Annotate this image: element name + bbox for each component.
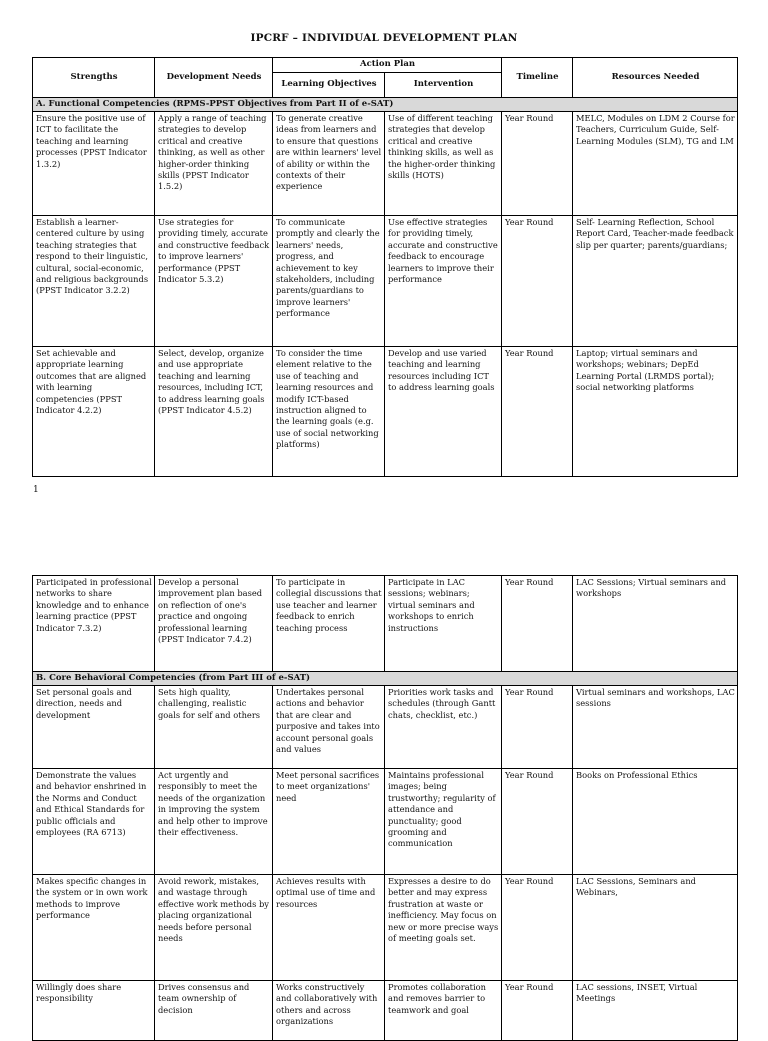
cell-strengths: Willingly does share responsibility — [33, 981, 155, 1041]
cell-intervention: Use of different teaching strategies that develop critical and creative thinking skills, as well as the higher-order thinking skills (HOTS) — [385, 112, 502, 216]
cell-timeline: Year Round — [502, 112, 573, 216]
cell-timeline: Year Round — [502, 686, 573, 769]
cell-intervention: Expresses a desire to do better and may express frustration at waste or inefficiency. May focus on new or more precise ways of meeting goals set. — [385, 875, 502, 981]
cell-strengths: Ensure the positive use of ICT to facilitate the teaching and learning processes (PPST Indicator 1.3.2) — [33, 112, 155, 216]
cell-timeline: Year Round — [502, 347, 573, 477]
cell-intervention: Participate in LAC sessions; webinars; virtual seminars and workshops to enrich instructions — [385, 576, 502, 672]
cell-resources-needed: LAC sessions, INSET, Virtual Meetings — [573, 981, 738, 1041]
cell-intervention: Develop and use varied teaching and learning resources including ICT to address learning goals — [385, 347, 502, 477]
cell-resources-needed: LAC Sessions; Virtual seminars and workshops — [573, 576, 738, 672]
section-core-behavioral-competencies: B. Core Behavioral Competencies (from Part III of e-SAT) — [33, 672, 738, 686]
header-strengths: Strengths — [33, 58, 155, 98]
cell-development-needs: Act urgently and responsibly to meet the needs of the organization in improving the system and help other to improve their effectiveness. — [155, 769, 273, 875]
cell-strengths: Demonstrate the values and behavior enshrined in the Norms and Conduct and Ethical Standards for public officials and employees (RA 6713) — [33, 769, 155, 875]
cell-timeline: Year Round — [502, 576, 573, 672]
header-intervention: Intervention — [385, 72, 502, 97]
cell-resources-needed: Virtual seminars and workshops, LAC sessions — [573, 686, 738, 769]
cell-strengths: Establish a learner-centered culture by using teaching strategies that respond to their linguistic, cultural, social-economic, and religious backgrounds (PPST Indicator 3.2.2) — [33, 216, 155, 347]
header-development-needs: Development Needs — [155, 58, 273, 98]
cell-development-needs: Avoid rework, mistakes, and wastage through effective work methods by placing organizational needs before personal needs — [155, 875, 273, 981]
header-resources-needed: Resources Needed — [573, 58, 738, 98]
cell-resources-needed: Laptop; virtual seminars and workshops; webinars; DepEd Learning Portal (LRMDS portal); social networking platforms — [573, 347, 738, 477]
cell-resources-needed: LAC Sessions, Seminars and Webinars, — [573, 875, 738, 981]
table-row — [33, 112, 738, 216]
table-row — [33, 981, 738, 1041]
cell-strengths: Makes specific changes in the system or in own work methods to improve performance — [33, 875, 155, 981]
cell-development-needs: Select, develop, organize and use appropriate teaching and learning resources, including ICT, to address learning goals (PPST Indicator 4.5.2) — [155, 347, 273, 477]
cell-development-needs: Use strategies for providing timely, accurate and constructive feedback to improve learners' performance (PPST Indicator 5.3.2) — [155, 216, 273, 347]
cell-strengths: Set achievable and appropriate learning outcomes that are aligned with learning competencies (PPST Indicator 4.2.2) — [33, 347, 155, 477]
cell-development-needs: Sets high quality, challenging, realistic goals for self and others — [155, 686, 273, 769]
cell-learning-objectives: Meet personal sacrifices to meet organizations' need — [273, 769, 385, 875]
page-number: 1 — [33, 485, 39, 495]
development-plan-table-page1 — [32, 57, 738, 477]
cell-intervention: Maintains professional images; being trustworthy; regularity of attendance and punctuality; good grooming and communication — [385, 769, 502, 875]
cell-learning-objectives: To consider the time element relative to the use of teaching and learning resources and modify ICT-based instruction aligned to the learning goals (e.g. use of social networking platforms) — [273, 347, 385, 477]
table-row — [33, 576, 738, 672]
table-row — [33, 769, 738, 875]
cell-strengths: Set personal goals and direction, needs and development — [33, 686, 155, 769]
cell-learning-objectives: To communicate promptly and clearly the learners' needs, progress, and achievement to key stakeholders, including parents/guardians to improve learners' performance — [273, 216, 385, 347]
cell-development-needs: Apply a range of teaching strategies to develop critical and creative thinking, as well as other higher-order thinking skills (PPST Indicator 1.5.2) — [155, 112, 273, 216]
header-action-plan: Action Plan — [273, 58, 502, 73]
cell-learning-objectives: Works constructively and collaboratively with others and across organizations — [273, 981, 385, 1041]
section-functional-competencies: A. Functional Competencies (RPMS-PPST Objectives from Part II of e-SAT) — [33, 98, 738, 112]
table-row — [33, 216, 738, 347]
cell-development-needs: Develop a personal improvement plan based on reflection of one's practice and ongoing professional learning (PPST Indicator 7.4.2) — [155, 576, 273, 672]
cell-learning-objectives: To generate creative ideas from learners and to ensure that questions are within learners' level of ability or within the contexts of their experience — [273, 112, 385, 216]
cell-learning-objectives: Achieves results with optimal use of time and resources — [273, 875, 385, 981]
cell-strengths: Participated in professional networks to share knowledge and to enhance learning practice (PPST Indicator 7.3.2) — [33, 576, 155, 672]
cell-intervention: Priorities work tasks and schedules (through Gantt chats, checklist, etc.) — [385, 686, 502, 769]
cell-resources-needed: Self- Learning Reflection, School Report Card, Teacher-made feedback slip per quarter; parents/guardians; — [573, 216, 738, 347]
page-title: IPCRF – INDIVIDUAL DEVELOPMENT PLAN — [250, 32, 518, 44]
cell-timeline: Year Round — [502, 981, 573, 1041]
header-timeline: Timeline — [502, 58, 573, 98]
development-plan-table-page2 — [32, 575, 738, 1041]
cell-resources-needed: Books on Professional Ethics — [573, 769, 738, 875]
cell-intervention: Use effective strategies for providing timely, accurate and constructive feedback to encourage learners to improve their performance — [385, 216, 502, 347]
cell-timeline: Year Round — [502, 216, 573, 347]
header-learning-objectives: Learning Objectives — [273, 72, 385, 97]
table-row — [33, 875, 738, 981]
table-row — [33, 686, 738, 769]
cell-learning-objectives: Undertakes personal actions and behavior that are clear and purposive and takes into account personal goals and values — [273, 686, 385, 769]
cell-intervention: Promotes collaboration and removes barrier to teamwork and goal — [385, 981, 502, 1041]
cell-timeline: Year Round — [502, 875, 573, 981]
cell-resources-needed: MELC, Modules on LDM 2 Course for Teachers, Curriculum Guide, Self-Learning Modules (SLM), TG and LM — [573, 112, 738, 216]
cell-development-needs: Drives consensus and team ownership of decision — [155, 981, 273, 1041]
cell-timeline: Year Round — [502, 769, 573, 875]
cell-learning-objectives: To participate in collegial discussions that use teacher and learner feedback to enrich teaching process — [273, 576, 385, 672]
table-row — [33, 347, 738, 477]
